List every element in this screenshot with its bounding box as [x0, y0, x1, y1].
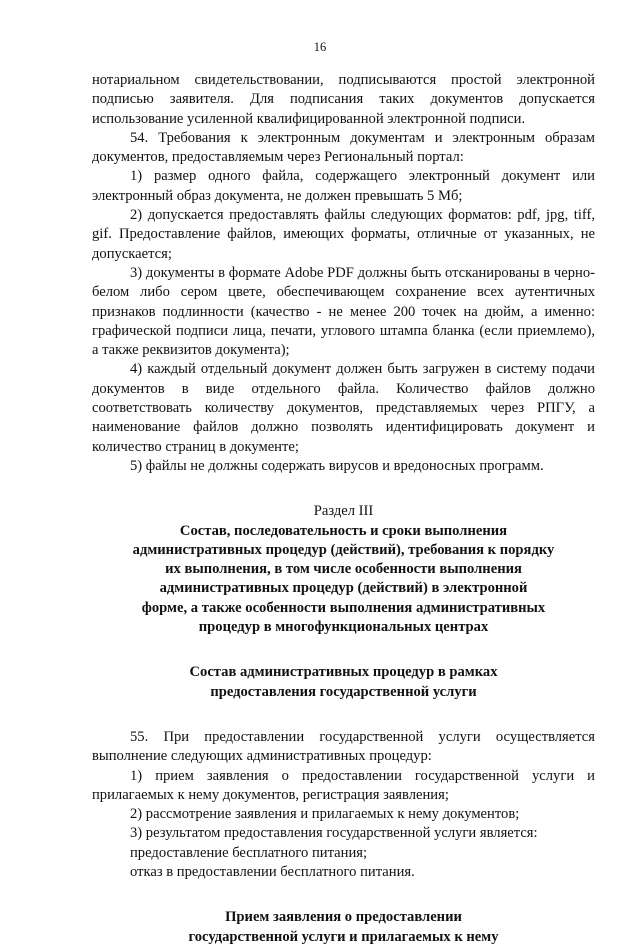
- section-title-line: Состав, последовательность и сроки выполнения: [179, 522, 508, 539]
- section-title-line: административных процедур (действий) в электронной: [159, 580, 528, 597]
- section-label: Раздел III: [313, 503, 374, 520]
- paragraph: 55. При предоставлении государственной услуги осуществляется выполнение следующих административных процедур:: [92, 728, 595, 765]
- list-item: 4) каждый отдельный документ должен быть загружен в систему подачи документов в виде отдельного файла. Количество файлов должно соответствовать количеству документов, представляемых через РПГУ, а наименование файлов должно позволять идентифицировать документ и количество страниц в документе;: [92, 361, 595, 455]
- paragraph: нотариальном свидетельствовании, подписываются простой электронной подписью заявителя. Для подписания таких документов допускается использование усиленной квалифицированной электронной подписи.: [92, 72, 595, 127]
- section-title-line: форме, а также особенности выполнения административных: [141, 599, 546, 616]
- section-title-line: административных процедур (действий), требования к порядку: [132, 541, 555, 558]
- list-item: 2) допускается предоставлять файлы следующих форматов: pdf, jpg, tiff, gif. Предоставление файлов, имеющих форматы, отличные от указанных, не допускается;: [92, 207, 595, 262]
- list-item: 1) размер одного файла, содержащего электронный документ или электронный образ документа, не должен превышать 5 Мб;: [92, 168, 595, 204]
- list-item: 2) рассмотрение заявления и прилагаемых к нему документов;: [130, 806, 520, 823]
- section-title: [92, 522, 595, 638]
- bottom-heading-line: государственной услуги и прилагаемых к нему: [188, 928, 499, 945]
- subsection-title-line: предоставления государственной услуги: [210, 683, 477, 700]
- section-title-line: их выполнения, в том числе особенности выполнения: [165, 561, 522, 578]
- paragraph: 54. Требования к электронным документам и электронным образам документов, предоставляемым через Региональный портал:: [92, 129, 595, 166]
- list-item: 5) файлы не должны содержать вирусов и вредоносных программ.: [130, 457, 544, 474]
- list-item: 1) прием заявления о предоставлении государственной услуги и прилагаемых к нему документов, регистрация заявления;: [92, 767, 595, 803]
- page-number: 16: [313, 40, 327, 54]
- list-item: предоставление бесплатного питания;: [130, 844, 368, 861]
- list-item: 3) результатом предоставления государственной услуги является:: [130, 825, 538, 842]
- list-item: 3) документы в формате Adobe PDF должны быть отсканированы в черно-белом либо сером цвете, обеспечивающем сохранение всех аутентичных признаков подлинности (качество - не менее 200 точек на дюйм, а именно: графической подписи лица, печати, углового штампа бланка (если приемлемо), а также реквизитов документа);: [92, 264, 595, 359]
- section-title-line: процедур в многофункциональных центрах: [198, 619, 489, 636]
- subsection-title: [92, 663, 595, 702]
- bottom-heading: [92, 908, 595, 947]
- document-body: [92, 71, 595, 947]
- subsection-title-line: Состав административных процедур в рамках: [189, 664, 498, 681]
- bottom-heading-line: Прием заявления о предоставлении: [225, 909, 462, 926]
- list-item: отказ в предоставлении бесплатного питания.: [130, 863, 415, 880]
